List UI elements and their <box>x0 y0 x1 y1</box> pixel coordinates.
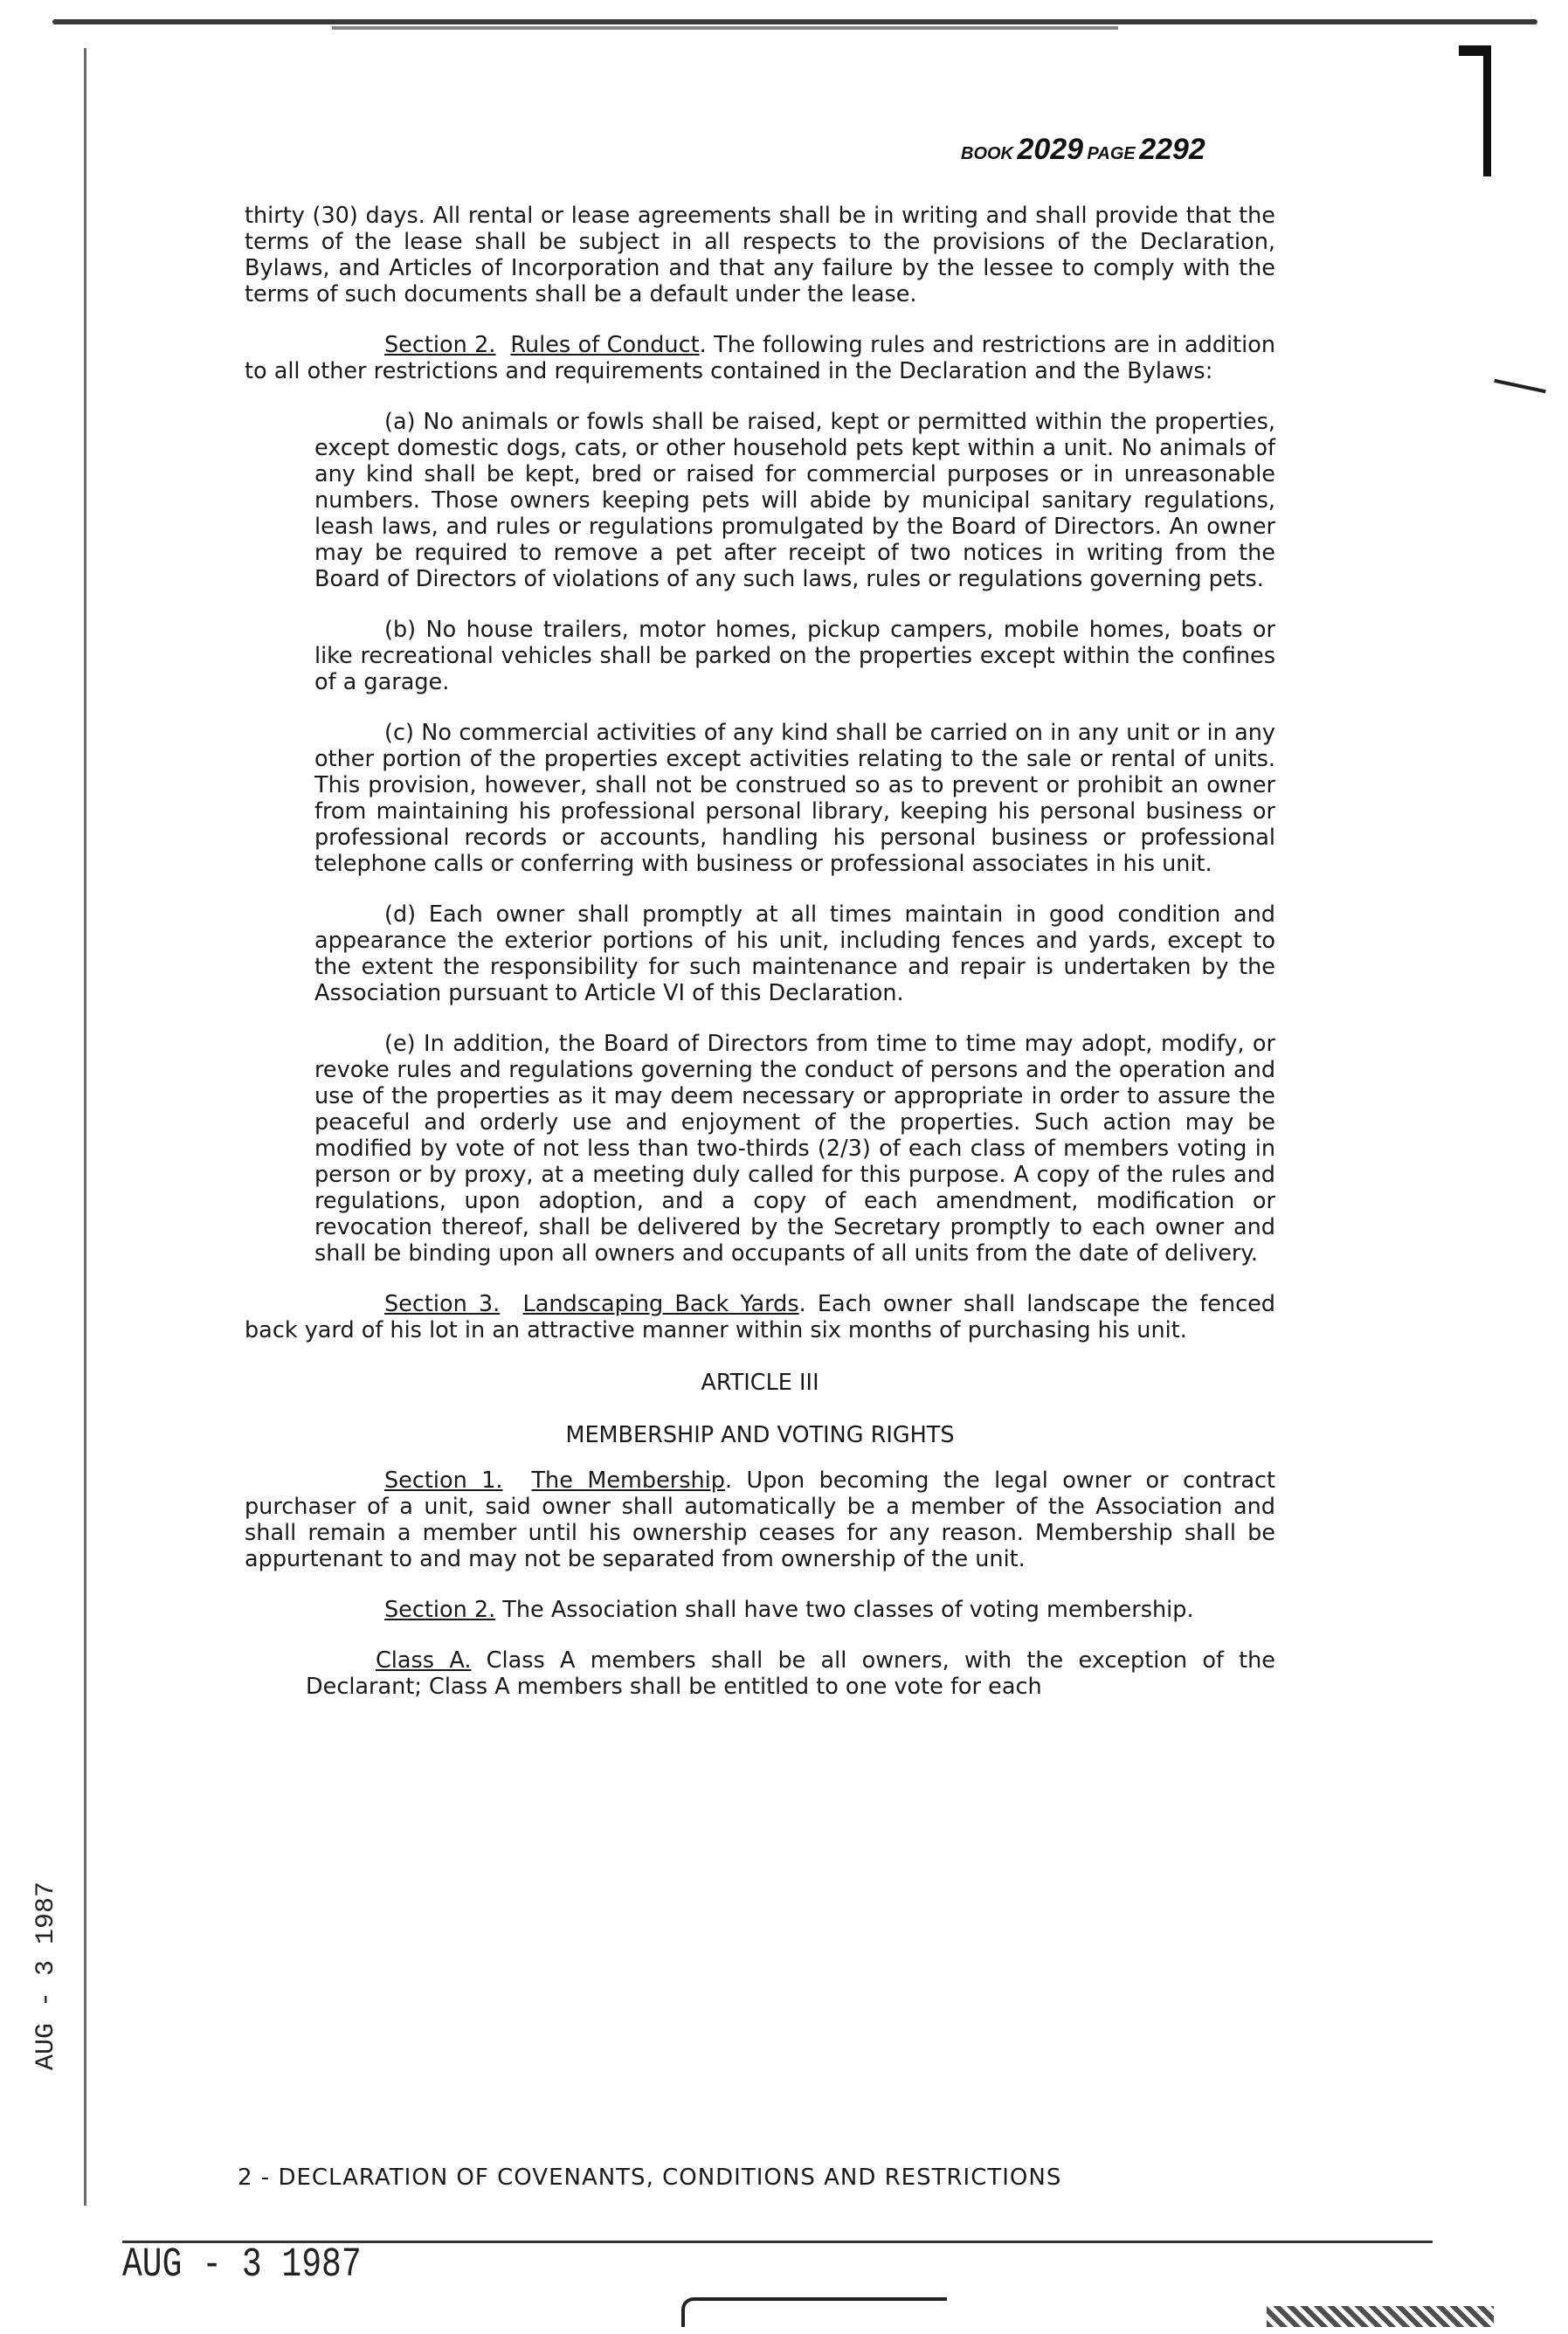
rule-item-e: (e) In addition, the Board of Directors from time to time may adopt, modify, or revoke rules and regulations governing the conduct of persons and the operation and use of the properties as it may deem necessary or appropriate in order to assure the peaceful and orderly use and enjoyment of the properties. Such action may be modified by vote of not less than two-thirds (2/3) of each class of members voting in person or by proxy, at a meeting duly called for this purpose. A copy of the rules and regulations, upon adoption, and a copy of each amendment, modification or revocation thereof, shall be delivered by the Secretary promptly to each owner and shall be binding upon all owners and occupants of all units from the date of delivery. <box>314 1031 1275 1267</box>
section-2-title: Rules of Conduct <box>510 332 700 358</box>
section-3-label: Section 3. <box>384 1291 501 1317</box>
scan-corner-noise <box>1267 2306 1494 2327</box>
rule-item-a: (a) No animals or fowls shall be raised, kept or permitted within the properties, except domestic dogs, cats, or other household pets kept within a unit. No animals of any kind shall be kept, bred or raised for commercial purposes or in unreasonable numbers. Those owners keeping pets will abide by municipal sanitary regulations, leash laws, and rules or regulations promulgated by the Board of Directors. An owner may be required to remove a pet after receipt of two notices in writing from the Board of Directors of violations of any such laws, rules or regulations governing pets. <box>314 409 1275 592</box>
book-number: 2029 <box>1017 133 1084 166</box>
a3-section-2-label: Section 2. <box>384 1597 496 1623</box>
side-date-stamp <box>31 1881 61 2096</box>
scan-edge-left <box>84 48 86 2206</box>
section-2-label: Section 2. <box>384 332 496 358</box>
page-footer: 2 - DECLARATION OF COVENANTS, CONDITIONS AND RESTRICTIONS <box>238 2165 1062 2191</box>
page-number: 2292 <box>1139 133 1205 166</box>
bottom-date-stamp: AUG - 3 1987 <box>122 2241 362 2289</box>
a3-section-1-label: Section 1. <box>384 1467 503 1494</box>
article-heading: ARTICLE III <box>701 1370 819 1396</box>
paragraph-section-2 <box>245 332 1275 384</box>
a3-section-1-text: . Upon becoming the legal owner or contract purchaser of a unit, said owner shall automatically be a member of the Association and shall remain a member until his ownership ceases for any reason. Membership shall be appurtenant to and may not be separated from ownership of the unit. <box>245 1467 1275 1572</box>
book-label: BOOK <box>961 144 1013 163</box>
a3-section-2-text: The Association shall have two classes of voting membership. <box>495 1597 1194 1623</box>
paragraph-voting-classes <box>245 1597 1275 1623</box>
section-3-text: . Each owner shall landscape the fenced back yard of his lot in an attractive manner within six months of purchasing his unit. <box>245 1291 1275 1343</box>
a3-section-1-title: The Membership <box>531 1467 725 1494</box>
rule-item-d: (d) Each owner shall promptly at all times maintain in good condition and appearance the exterior portions of his unit, including fences and yards, except to the extent the responsibility for such maintenance and repair is undertaken by the Association pursuant to Article VI of this Declaration. <box>314 901 1275 1006</box>
class-a-label: Class A. <box>376 1647 472 1674</box>
scan-edge-top-shadow <box>332 26 1118 30</box>
class-a-text: Class A members shall be all owners, with the exception of the Declarant; Class A members shall be entitled to one vote for each <box>306 1647 1275 1700</box>
scan-edge-top <box>52 19 1537 24</box>
paragraph-intro: thirty (30) days. All rental or lease agreements shall be in writing and shall provide that the terms of the lease shall be subject in all respects to the provisions of the Declaration, Bylaws, and Articles of Incorporation and that any failure by the lessee to comply with the terms of such documents shall be a default under the lease. <box>245 203 1275 307</box>
section-3-title: Landscaping Back Yards <box>522 1291 799 1317</box>
rule-item-b: (b) No house trailers, motor homes, pickup campers, mobile homes, boats or like recreational vehicles shall be parked on the properties except within the confines of a garage. <box>314 617 1275 695</box>
article-subheading: MEMBERSHIP AND VOTING RIGHTS <box>565 1422 955 1448</box>
scan-scrawl <box>681 2297 947 2327</box>
book-page-header <box>961 133 1205 167</box>
section-2-text: . The following rules and restrictions are in addition to all other restrictions and requirements contained in the Declaration and the Bylaws: <box>245 332 1275 384</box>
paragraph-membership <box>245 1467 1275 1572</box>
paragraph-class-a <box>306 1647 1275 1700</box>
side-date-text: AUG - 3 1987 <box>31 1881 61 2070</box>
scan-mark-vertical <box>1483 45 1491 176</box>
document-body <box>245 203 1275 1724</box>
rule-item-c: (c) No commercial activities of any kind shall be carried on in any unit or in any other portion of the properties except activities relating to the sale or rental of units. This provision, however, shall not be construed so as to prevent or prohibit an owner from maintaining his professional personal library, keeping his personal business or professional records or accounts, handling his personal business or professional telephone calls or conferring with business or professional associates in his unit. <box>314 720 1275 877</box>
page-label: PAGE <box>1087 144 1136 163</box>
paragraph-section-3 <box>245 1291 1275 1343</box>
scan-mark-dash <box>1494 379 1546 393</box>
